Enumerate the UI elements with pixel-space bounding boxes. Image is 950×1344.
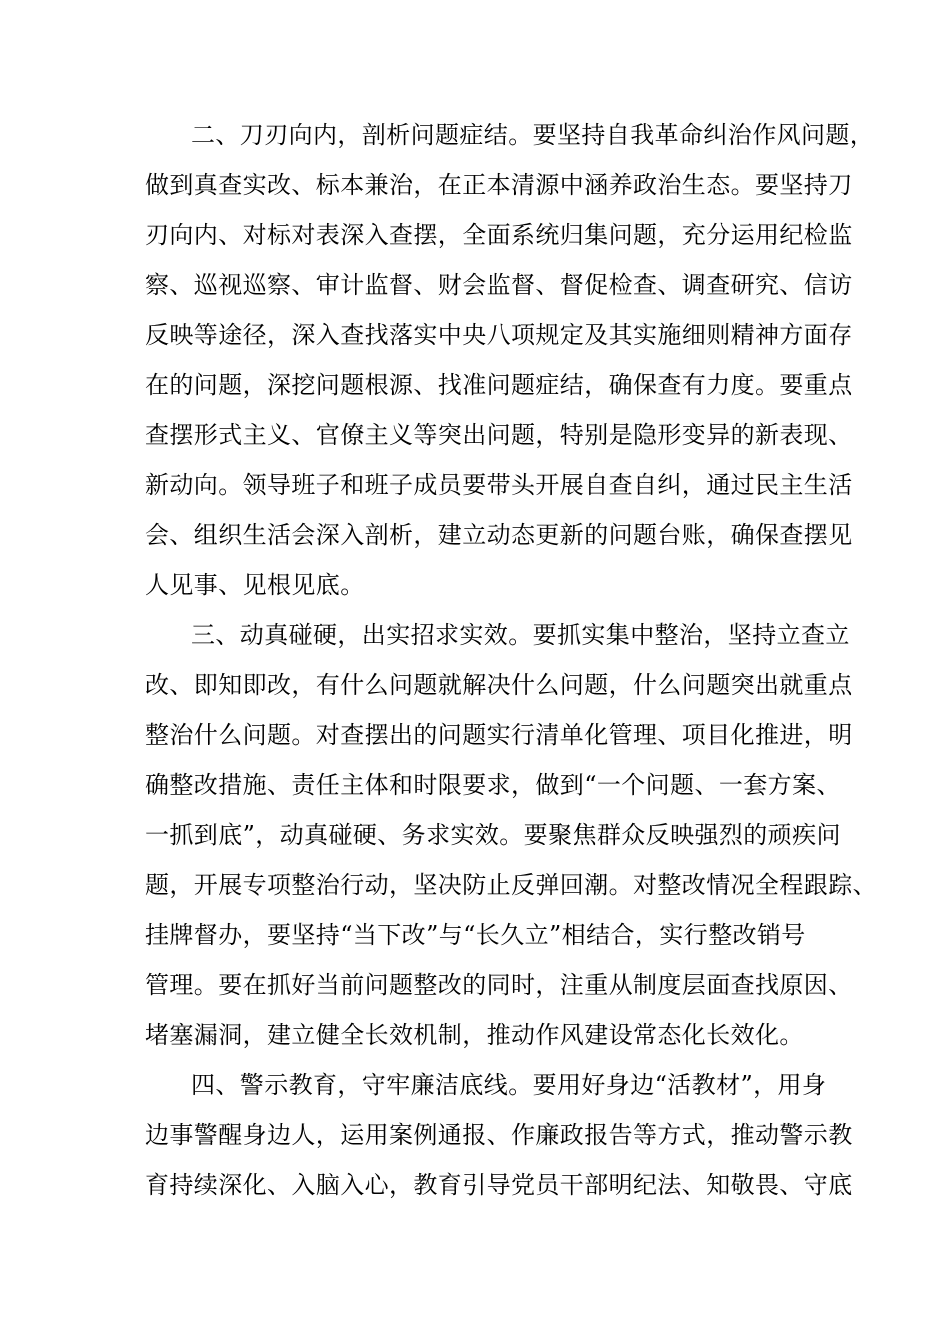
paragraph-line: 管理。要在抓好当前问题整改的同时，注重从制度层面查找原因、 [145,971,853,999]
paragraph-line: 题，开展专项整治行动，坚决防止反弹回潮。对整改情况全程跟踪、 [145,871,877,899]
paragraph-line: 刃向内、对标对表深入查摆，全面系统归集问题，充分运用纪检监 [145,221,853,249]
paragraph-line: 挂牌督办，要坚持“当下改”与“长久立”相结合，实行整改销号 [145,921,806,949]
paragraph-line: 人见事、见根见底。 [145,571,365,599]
paragraph-line: 育持续深化、入脑入心，教育引导党员干部明纪法、知敬畏、守底 [145,1171,853,1199]
paragraph-line: 改、即知即改，有什么问题就解决什么问题，什么问题突出就重点 [145,671,853,699]
paragraph-line: 堵塞漏洞，建立健全长效机制，推动作风建设常态化长效化。 [145,1021,804,1049]
paragraph-line: 二、刀刃向内，剖析问题症结。要坚持自我革命纠治作风问题， [191,121,875,149]
paragraph-line: 确整改措施、责任主体和时限要求，做到“一个问题、一套方案、 [145,771,841,799]
paragraph-line: 察、巡视巡察、审计监督、财会监督、督促检查、调查研究、信访 [145,271,853,299]
paragraph-line: 三、动真碰硬，出实招求实效。要抓实集中整治，坚持立查立 [191,621,850,649]
paragraph-line: 四、警示教育，守牢廉洁底线。要用好身边“活教材”，用身 [191,1071,827,1099]
paragraph-line: 在的问题，深挖问题根源、找准问题症结，确保查有力度。要重点 [145,371,853,399]
paragraph-line: 反映等途径，深入查找落实中央八项规定及其实施细则精神方面存 [145,321,853,349]
paragraph-line: 整治什么问题。对查摆出的问题实行清单化管理、项目化推进，明 [145,721,853,749]
paragraph-line: 做到真查实改、标本兼治，在正本清源中涵养政治生态。要坚持刀 [145,171,853,199]
paragraph-line: 会、组织生活会深入剖析，建立动态更新的问题台账，确保查摆见 [145,521,853,549]
paragraph-line: 一抓到底”，动真碰硬、务求实效。要聚焦群众反映强烈的顽疾问 [145,821,841,849]
paragraph-line: 边事警醒身边人，运用案例通报、作廉政报告等方式，推动警示教 [145,1121,853,1149]
paragraph-line: 查摆形式主义、官僚主义等突出问题，特别是隐形变异的新表现、 [145,421,853,449]
paragraph-line: 新动向。领导班子和班子成员要带头开展自查自纠，通过民主生活 [145,471,853,499]
